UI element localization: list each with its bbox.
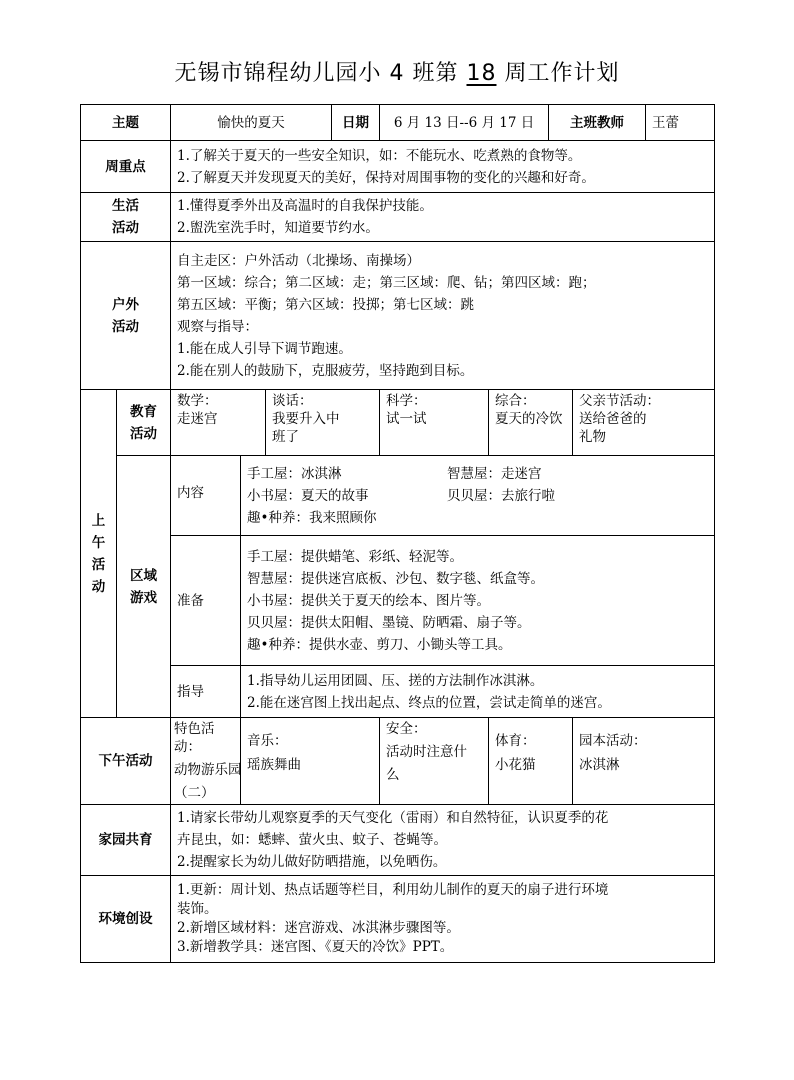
cell-line: 走迷宫 — [177, 411, 218, 427]
home-school-line: 2.提醒家长为幼儿做好防晒措施，以免晒伤。 — [177, 854, 447, 870]
outdoor-activities-content — [171, 242, 715, 390]
weekly-focus-row — [81, 141, 715, 193]
cell-line: 送给爸爸的 — [579, 411, 647, 427]
cell-line: 小花猫 — [495, 757, 536, 773]
label-line: 活动 — [130, 425, 157, 442]
cell-line: 谈话： — [272, 393, 313, 409]
weekly-plan-table — [80, 104, 715, 963]
area-content-label: 内容 — [171, 456, 241, 536]
prep-line: 趣•种养：提供水壶、剪刀、小锄头等工具。 — [247, 636, 512, 653]
area-content — [241, 456, 715, 536]
cell-line: 夏天的冷饮 — [495, 411, 563, 427]
education-activities-label — [117, 390, 171, 456]
environment-line: 装饰。 — [177, 901, 218, 917]
label-line: 户外 — [112, 296, 139, 313]
cell-line: 园本活动： — [579, 733, 647, 749]
outdoor-line: 第五区域：平衡；第六区域：投掷；第七区域：跳 — [177, 296, 474, 313]
life-activities-row — [81, 193, 715, 242]
label-line: 教育 — [130, 403, 157, 420]
guide-line: 2.能在迷宫图上找出起点、终点的位置，尝试走简单的迷宫。 — [247, 694, 611, 711]
cell-line: 父亲节活动： — [579, 393, 661, 409]
cell-line: 试一试 — [386, 411, 427, 427]
label-char: 活 — [91, 556, 106, 573]
area-prep — [241, 536, 715, 666]
outdoor-line: 第一区域：综合；第二区域：走；第三区域：爬、钻；第四区域：跑； — [177, 274, 596, 291]
life-activities-label — [81, 193, 171, 242]
label-line: 生活 — [112, 198, 139, 214]
home-school-line: 1.请家长带幼儿观察夏季的天气变化（雷雨）和自然特征，认识夏季的花 — [177, 810, 609, 826]
label-char: 午 — [91, 534, 106, 551]
environment-line: 2.新增区域材料：迷宫游戏、冰淇淋步骤图等。 — [177, 920, 460, 936]
area-prep-label: 准备 — [171, 536, 241, 666]
outdoor-line: 1.能在成人引导下调节跑速。 — [177, 340, 352, 357]
weekly-focus-item: 2.了解夏天并发现夏天的美好，保持对周围事物的变化的兴趣和好奇。 — [177, 169, 595, 186]
content-item: 小书屋：夏天的故事 — [247, 487, 369, 504]
environment-row — [81, 876, 715, 963]
weekly-focus-item: 1.了解关于夏天的一些安全知识，如：不能玩水、吃煮熟的食物等。 — [177, 147, 582, 164]
prep-line: 小书屋：提供关于夏天的绘本、图片等。 — [247, 592, 490, 609]
environment-line: 3.新增教学具：迷宫图、《夏天的冷饮》PPT。 — [177, 939, 454, 955]
afternoon-music — [241, 718, 380, 805]
title-prefix: 无锡市锦程幼儿园小 4 班第 — [174, 61, 467, 86]
area-content-row — [81, 456, 715, 536]
cell-line: 特色活动： — [174, 721, 215, 755]
outdoor-line: 观察与指导： — [177, 318, 258, 335]
cell-line: 礼物 — [579, 429, 607, 445]
cell-line: 活动时注意什 — [386, 744, 468, 760]
guide-line: 1.指导幼儿运用团圆、压、搓的方法制作冰淇淋。 — [247, 672, 544, 689]
environment-label: 环境创设 — [81, 876, 171, 963]
cell-line: （二） — [174, 785, 215, 801]
education-fathers-day — [573, 390, 715, 456]
teacher-value: 王蕾 — [646, 105, 715, 141]
cell-line: 瑶族舞曲 — [247, 757, 301, 773]
header-row — [81, 105, 715, 141]
outdoor-line: 2.能在别人的鼓励下，克服疲劳，坚持跑到目标。 — [177, 362, 474, 379]
afternoon-label: 下午活动 — [81, 718, 171, 805]
outdoor-activities-row — [81, 242, 715, 390]
outdoor-line: 自主走区：户外活动（北操场、南操场） — [177, 252, 420, 269]
outdoor-activities-label — [81, 242, 171, 390]
content-pair-row — [247, 463, 708, 485]
label-char: 动 — [91, 578, 106, 595]
prep-line: 手工屋：提供蜡笔、彩纸、轻泥等。 — [247, 548, 463, 565]
home-school-line: 卉昆虫，如：蟋蟀、萤火虫、蚊子、苍蝇等。 — [177, 832, 447, 848]
education-activities-row — [81, 390, 715, 456]
date-value: 6 月 13 日--6 月 17 日 — [380, 105, 549, 141]
title-week-number: 18 — [466, 61, 497, 86]
afternoon-feature — [171, 718, 241, 805]
cell-line: 安全： — [386, 721, 427, 737]
cell-line: 冰淇淋 — [579, 757, 620, 773]
content-item: 贝贝屋：去旅行啦 — [447, 487, 555, 504]
life-activities-content — [171, 193, 715, 242]
prep-line: 智慧屋：提供迷宫底板、沙包、数字毯、纸盒等。 — [247, 570, 544, 587]
label-line: 游戏 — [130, 589, 157, 606]
label-line: 活动 — [112, 318, 139, 335]
cell-line: 综合： — [495, 393, 536, 409]
area-guide-row — [81, 666, 715, 718]
label-line: 活动 — [112, 220, 139, 236]
cell-line: 班了 — [272, 429, 299, 445]
afternoon-sports — [489, 718, 573, 805]
cell-line: 动物游乐园 — [174, 762, 242, 778]
afternoon-garden — [573, 718, 715, 805]
content-item: 趣•种养：我来照顾你 — [247, 509, 377, 526]
content-pair-row — [247, 485, 708, 507]
title-suffix: 周工作计划 — [496, 61, 620, 86]
cell-line: 么 — [386, 767, 400, 783]
theme-label: 主题 — [81, 105, 171, 141]
education-math — [171, 390, 266, 456]
prep-line: 贝贝屋：提供太阳帽、墨镜、防晒霜、扇子等。 — [247, 614, 531, 631]
home-school-row — [81, 805, 715, 876]
cell-line: 数学： — [177, 393, 218, 409]
weekly-focus-content — [171, 141, 715, 193]
education-science — [380, 390, 489, 456]
content-item: 手工屋：冰淇淋 — [247, 465, 342, 482]
area-guide-label: 指导 — [171, 666, 241, 718]
afternoon-safety — [380, 718, 489, 805]
education-comprehensive — [489, 390, 573, 456]
theme-value: 愉快的夏天 — [171, 105, 332, 141]
page-title — [0, 56, 794, 87]
teacher-label: 主班教师 — [549, 105, 646, 141]
weekly-focus-label: 周重点 — [81, 141, 171, 193]
cell-line: 我要升入中 — [272, 411, 340, 427]
cell-line: 体育： — [495, 733, 536, 749]
plan-table-wrapper — [80, 104, 714, 963]
life-activities-item: 2.盥洗室洗手时，知道要节约水。 — [177, 220, 379, 236]
afternoon-row — [81, 718, 715, 805]
life-activities-item: 1.懂得夏季外出及高温时的自我保护技能。 — [177, 198, 433, 214]
date-label: 日期 — [332, 105, 380, 141]
environment-line: 1.更新：周计划、热点话题等栏目，利用幼儿制作的夏天的扇子进行环境 — [177, 882, 609, 898]
environment-content — [171, 876, 715, 963]
area-guide — [241, 666, 715, 718]
area-games-label — [117, 456, 171, 718]
cell-line: 科学： — [386, 393, 427, 409]
morning-activities-label — [81, 390, 117, 718]
education-talk — [266, 390, 380, 456]
cell-line: 音乐： — [247, 733, 288, 749]
content-item: 智慧屋：走迷宫 — [447, 465, 542, 482]
label-line: 区域 — [130, 567, 157, 584]
area-prep-row — [81, 536, 715, 666]
label-char: 上 — [91, 512, 106, 529]
home-school-label: 家园共育 — [81, 805, 171, 876]
home-school-content — [171, 805, 715, 876]
